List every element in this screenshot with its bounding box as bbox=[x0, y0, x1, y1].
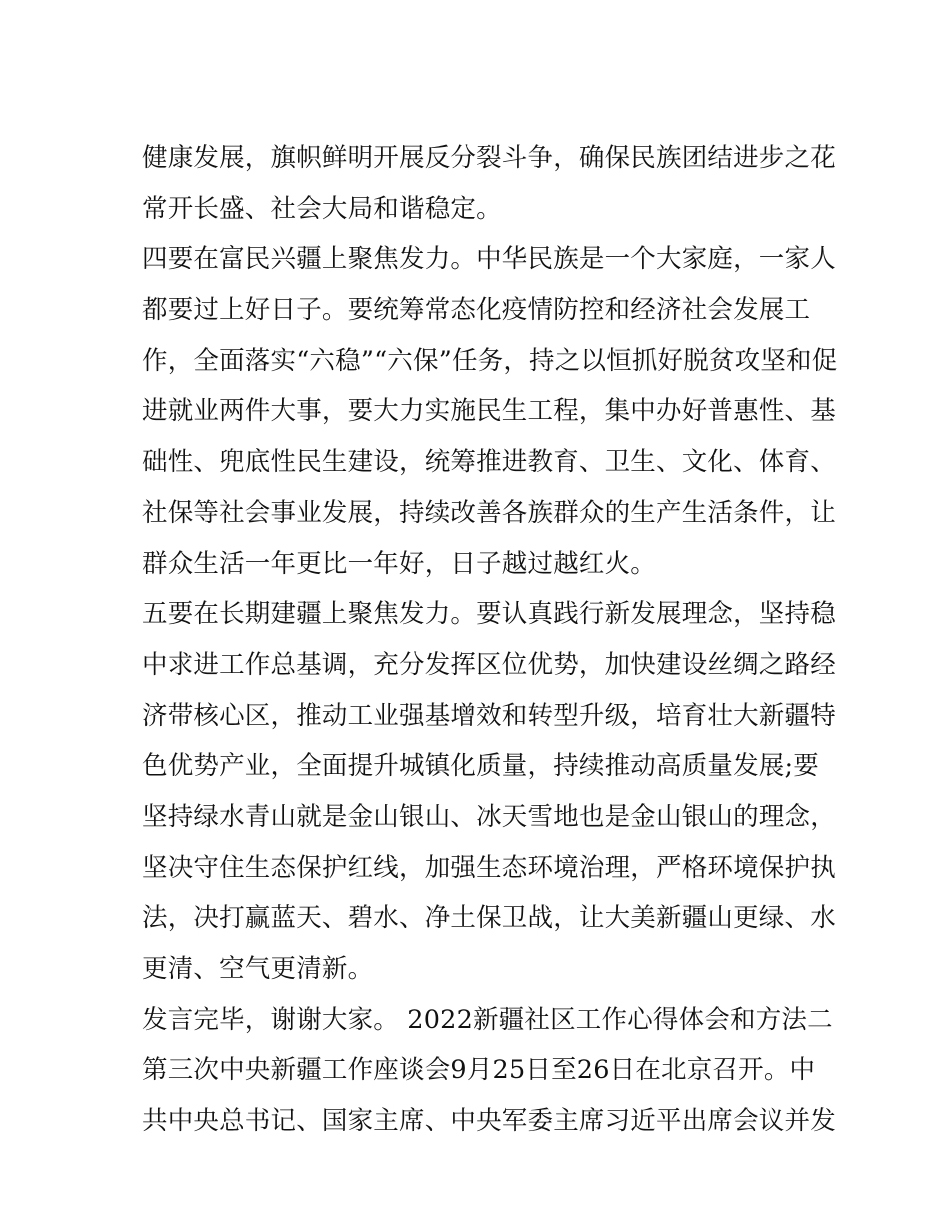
text-line: 法，决打赢蓝天、碧水、净土保卫战，让大美新疆山更绿、水 bbox=[142, 903, 836, 934]
text-line: 四要在富民兴疆上聚焦发力。中华民族是一个大家庭，一家人 bbox=[142, 244, 836, 275]
text-line: 健康发展，旗帜鲜明开展反分裂斗争，确保民族团结进步之花 bbox=[142, 143, 836, 173]
text-line: 更清、空气更清新。 bbox=[142, 954, 374, 984]
text-line: 色优势产业，全面提升城镇化质量，持续推动高质量发展;要 bbox=[142, 751, 819, 782]
document-body bbox=[142, 133, 838, 1147]
text-line: 进就业两件大事，要大力实施民生工程，集中办好普惠性、基 bbox=[142, 396, 836, 427]
text-line: 作，全面落实“六稳”“六保”任务，持之以恒抓好脱贫攻坚和促 bbox=[142, 345, 838, 376]
text-line: 都要过上好日子。要统筹常态化疫情防控和经济社会发展工 bbox=[142, 295, 811, 326]
text-line: 五要在长期建疆上聚焦发力。要认真践行新发展理念，坚持稳 bbox=[142, 599, 836, 630]
text-line: 础性、兜底性民生建设，统筹推进教育、卫生、文化、体育、 bbox=[142, 447, 836, 478]
text-line: 共中央总书记、国家主席、中央军委主席习近平出席会议并发 bbox=[142, 1106, 836, 1137]
text-line: 群众生活一年更比一年好，日子越过越红火。 bbox=[142, 548, 657, 579]
text-line: 中求进工作总基调，充分发挥区位优势，加快建设丝绸之路经 bbox=[142, 649, 836, 680]
text-line: 坚决守住生态保护红线，加强生态环境治理，严格环境保护执 bbox=[142, 852, 836, 883]
text-line: 常开长盛、社会大局和谐稳定。 bbox=[142, 193, 502, 224]
text-line: 第三次中央新疆工作座谈会9月25日至26日在北京召开。中 bbox=[142, 1055, 816, 1086]
text-line: 发言完毕，谢谢大家。 2022新疆社区工作心得体会和方法二 bbox=[142, 1004, 833, 1035]
text-line: 坚持绿水青山就是金山银山、冰天雪地也是金山银山的理念， bbox=[142, 801, 836, 832]
text-line: 社保等社会事业发展，持续改善各族群众的生产生活条件，让 bbox=[142, 497, 836, 528]
text-line: 济带核心区，推动工业强基增效和转型升级，培育壮大新疆特 bbox=[142, 700, 836, 731]
